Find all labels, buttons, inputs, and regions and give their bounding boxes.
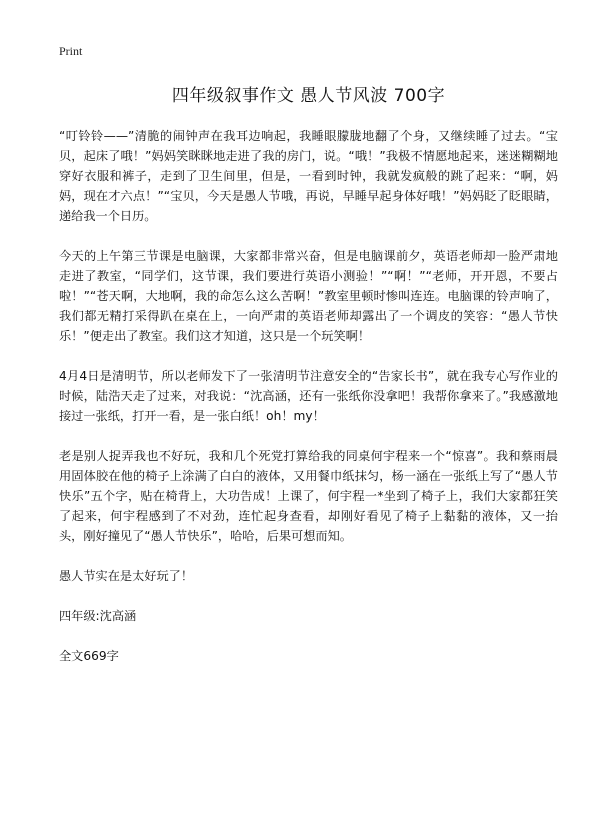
print-link[interactable]: Print [59, 44, 83, 58]
article-title: 四年级叙事作文 愚人节风波 700字 [171, 86, 446, 106]
paragraph-5: 愚人节实在是太好玩了！ [59, 569, 194, 583]
word-count: 全文669字 [59, 649, 119, 663]
paragraph-2: 今天的上午第三节课是电脑课，大家都非常兴奋，但是电脑课前夕，英语老师却一脸严肃地走进了教室，“同学们，这节课，我们要进行英语小测验！”“啊！”“老师，开开恩，不要占啦！”“苍天啊，大地啊，我的命怎么这么苦啊！”教室里顿时惨叫连连。电脑课的铃声响了，我们都无精打采得趴在桌在上，一向严肃的英语老师却露出了一个调皮的笑容：“愚人节快乐！”便走出了教室。我们这才知道，这只是一个玩笑啊！ [59, 249, 558, 343]
paragraph-1: “叮铃铃——”清脆的闹钟声在我耳边响起，我睡眼朦胧地翻了个身，又继续睡了过去。“宝贝，起床了哦！”妈妈笑眯眯地走进了我的房门，说。“哦！”我极不情愿地起来，迷迷糊糊地穿好衣服和裤子，走到了卫生间里，但是，一看到时钟，我就发疯般的跳了起来：“啊，妈妈，现在才六点！”“宝贝，今天是愚人节哦，再说，早睡早起身体好哦！”妈妈眨了眨眼睛，递给我一个日历。 [59, 129, 558, 223]
paragraph-4: 老是别人捉弄我也不好玩，我和几个死党打算给我的同桌何宇程来一个“惊喜”。我和蔡雨晨用固体胶在他的椅子上涂满了白白的液体，又用餐巾纸抹匀，杨一涵在一张纸上写了“愚人节快乐”五个字，贴在椅背上，大功告成！上课了，何宇程一*坐到了椅子上，我们大家都狂笑了起来，何宇程感到了不对劲，连忙起身查看，却刚好看见了椅子上黏黏的液体，又一抬头，刚好撞见了“愚人节快乐”，哈哈，后果可想而知。 [59, 449, 558, 543]
paragraph-3: 4月4日是清明节，所以老师发下了一张清明节注意安全的“告家长书”，就在我专心写作业的时候，陆浩天走了过来，对我说：“沈高涵，还有一张纸你没拿吧！我帮你拿来了。”我感激地接过一张纸，打开一看，是一张白纸！oh！my！ [59, 369, 558, 423]
grade-author: 四年级:沈高涵 [59, 609, 137, 623]
